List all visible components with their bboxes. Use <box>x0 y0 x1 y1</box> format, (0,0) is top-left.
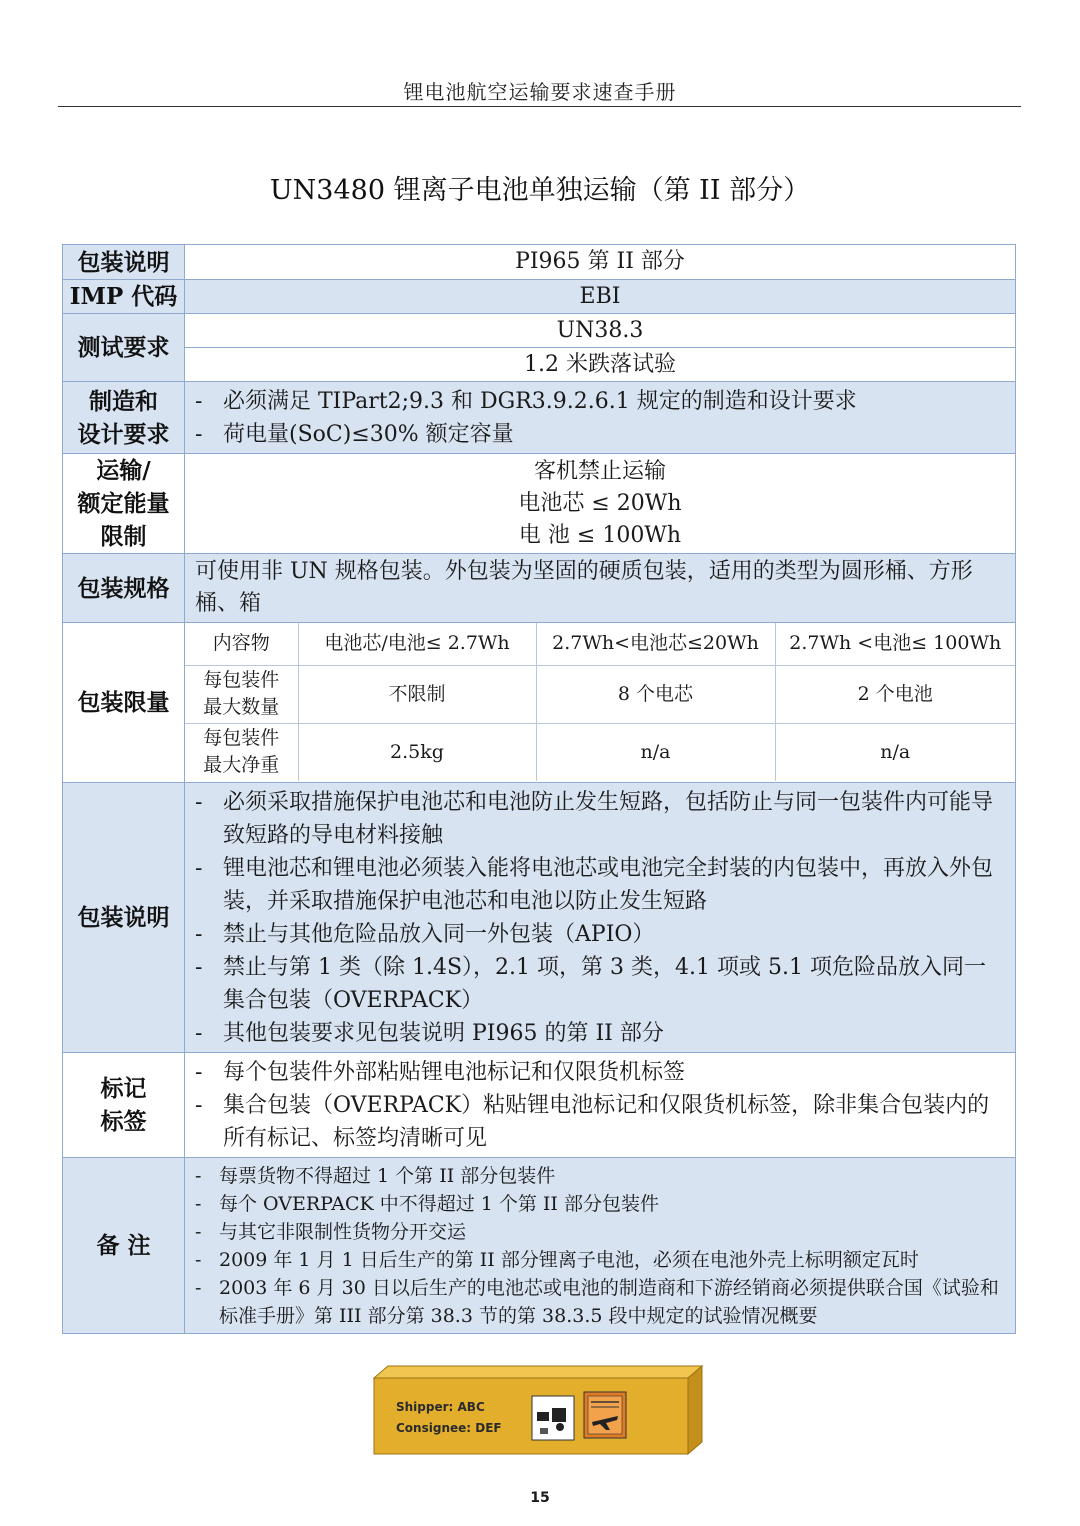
row-marking <box>63 1053 1016 1158</box>
value-packing-instruction: PI965 第 II 部分 <box>185 245 1016 280</box>
label-imp-code: IMP 代码 <box>63 280 185 314</box>
value-imp-code: EBI <box>185 280 1016 314</box>
value-remarks <box>185 1158 1016 1334</box>
value-marking <box>185 1053 1016 1158</box>
label-quantity: 包装限量 <box>63 623 185 783</box>
quantity-row-label-line: 每包装件 <box>203 727 280 750</box>
limit-line: 电池芯 ≤ 20Wh <box>518 490 682 516</box>
lithium-battery-mark-icon <box>532 1396 574 1440</box>
quantity-header: 2.7Wh <电池≤ 100Wh <box>775 623 1015 665</box>
label-marking <box>63 1053 185 1158</box>
list-item: - 与其它非限制性货物分开交运 <box>195 1218 1005 1246</box>
label-spec: 包装规格 <box>63 554 185 623</box>
list-item: - 集合包装（OVERPACK）粘贴锂电池标记和仅限货机标签，除非集合包装内的所有标记、标签均清晰可见 <box>195 1089 1005 1155</box>
label-limits <box>63 454 185 554</box>
header-rule <box>58 106 1021 107</box>
label-limits-line: 限制 <box>100 523 147 550</box>
limit-line: 客机禁止运输 <box>533 458 666 484</box>
consignee-text: Consignee: DEF <box>396 1421 502 1435</box>
limit-line: 电 池 ≤ 100Wh <box>518 522 682 548</box>
row-packing-instruction <box>63 245 1016 280</box>
label-marking-line: 标签 <box>100 1108 147 1135</box>
label-manufacture-line: 设计要求 <box>77 420 170 448</box>
list-item: - 每个 OVERPACK 中不得超过 1 个第 II 部分包装件 <box>195 1190 1005 1218</box>
list-item: - 荷电量(SoC)≤30% 额定容量 <box>195 418 1005 451</box>
page-number: 15 <box>530 1490 550 1506</box>
running-header: 锂电池航空运输要求速查手册 <box>403 80 677 104</box>
row-packing-notes <box>63 783 1016 1053</box>
label-manufacture-line: 制造和 <box>89 387 158 415</box>
label-test: 测试要求 <box>63 314 185 382</box>
row-limits <box>63 454 1016 554</box>
list-item: - 每个包装件外部粘贴锂电池标记和仅限货机标签 <box>195 1056 1005 1089</box>
row-quantity <box>63 623 1016 783</box>
list-item: - 必须满足 TIPart2;9.3 和 DGR3.9.2.6.1 规定的制造和设计要求 <box>195 385 1005 418</box>
quantity-subtable-cell <box>185 623 1016 783</box>
list-item: - 2003 年 6 月 30 日以后生产的电池芯或电池的制造商和下游经销商必须提供联合国《试验和标准手册》第 III 部分第 38.3 节的第 38.3.5 段中规定的试验情况概要 <box>195 1274 1005 1330</box>
shipper-text: Shipper: ABC <box>396 1400 485 1414</box>
cargo-aircraft-only-label-icon <box>584 1392 626 1438</box>
label-limits-line: 额定能量 <box>77 490 170 517</box>
quantity-header: 内容物 <box>212 632 270 655</box>
quantity-cell: 2 个电池 <box>775 665 1015 723</box>
label-packing-instruction: 包装说明 <box>63 245 185 280</box>
list-item: - 2009 年 1 月 1 日后生产的第 II 部分锂离子电池，必须在电池外壳上标明额定瓦时 <box>195 1246 1005 1274</box>
quantity-header-row <box>185 623 1015 665</box>
quantity-row-weight <box>185 723 1015 781</box>
package-illustration <box>370 1364 706 1456</box>
quantity-cell: 8 个电芯 <box>536 665 775 723</box>
label-remarks: 备 注 <box>63 1158 185 1334</box>
value-packing-notes <box>185 783 1016 1053</box>
row-test <box>63 314 1016 348</box>
row-manufacture <box>63 382 1016 454</box>
quantity-cell: n/a <box>775 723 1015 781</box>
quantity-cell: 不限制 <box>298 665 536 723</box>
label-manufacture <box>63 382 185 454</box>
quantity-subtable <box>185 623 1015 781</box>
row-remarks <box>63 1158 1016 1334</box>
quantity-row-label <box>185 723 298 781</box>
value-spec: 可使用非 UN 规格包装。外包装为坚固的硬质包装，适用的类型为圆形桶、方形桶、箱 <box>185 554 1016 623</box>
list-item: - 每票货物不得超过 1 个第 II 部分包装件 <box>195 1162 1005 1190</box>
value-limits <box>185 454 1016 554</box>
quantity-row-label-line: 最大数量 <box>203 696 280 718</box>
row-spec <box>63 554 1016 623</box>
row-imp-code <box>63 280 1016 314</box>
label-limits-line: 运输/ <box>96 457 151 484</box>
list-item: - 锂电池芯和锂电池必须装入能将电池芯或电池完全封装的内包装中，再放入外包装，并采取措施保护电池芯和电池以防止发生短路 <box>195 852 1005 918</box>
quantity-cell: n/a <box>536 723 775 781</box>
quantity-row-label-line: 每包装件 <box>203 669 280 691</box>
list-item: - 必须采取措施保护电池芯和电池防止发生短路，包括防止与同一包装件内可能导致短路的导电材料接触 <box>195 786 1005 852</box>
package-box-svg <box>370 1364 706 1456</box>
quantity-header: 电池芯/电池≤ 2.7Wh <box>298 623 536 665</box>
quantity-cell: 2.5kg <box>298 723 536 781</box>
quantity-header: 2.7Wh<电池芯≤20Wh <box>536 623 775 665</box>
quantity-row-label <box>185 665 298 723</box>
quantity-row-label-line: 最大净重 <box>203 754 280 777</box>
document-title: UN3480 锂离子电池单独运输（第 II 部分） <box>269 175 811 206</box>
value-test-drop: 1.2 米跌落试验 <box>185 348 1016 382</box>
label-packing-notes: 包装说明 <box>63 783 185 1053</box>
label-marking-line: 标记 <box>100 1075 147 1102</box>
requirements-table <box>62 244 1016 1334</box>
quantity-row-count <box>185 665 1015 723</box>
list-item: - 其他包装要求见包装说明 PI965 的第 II 部分 <box>195 1017 1005 1050</box>
list-item: - 禁止与其他危险品放入同一外包装（APIO） <box>195 918 1005 951</box>
value-manufacture <box>185 382 1016 454</box>
row-test-drop <box>63 348 1016 382</box>
value-test-un383: UN38.3 <box>185 314 1016 348</box>
list-item: - 禁止与第 1 类（除 1.4S），2.1 项，第 3 类，4.1 项或 5.1 项危险品放入同一集合包装（OVERPACK） <box>195 951 1005 1017</box>
